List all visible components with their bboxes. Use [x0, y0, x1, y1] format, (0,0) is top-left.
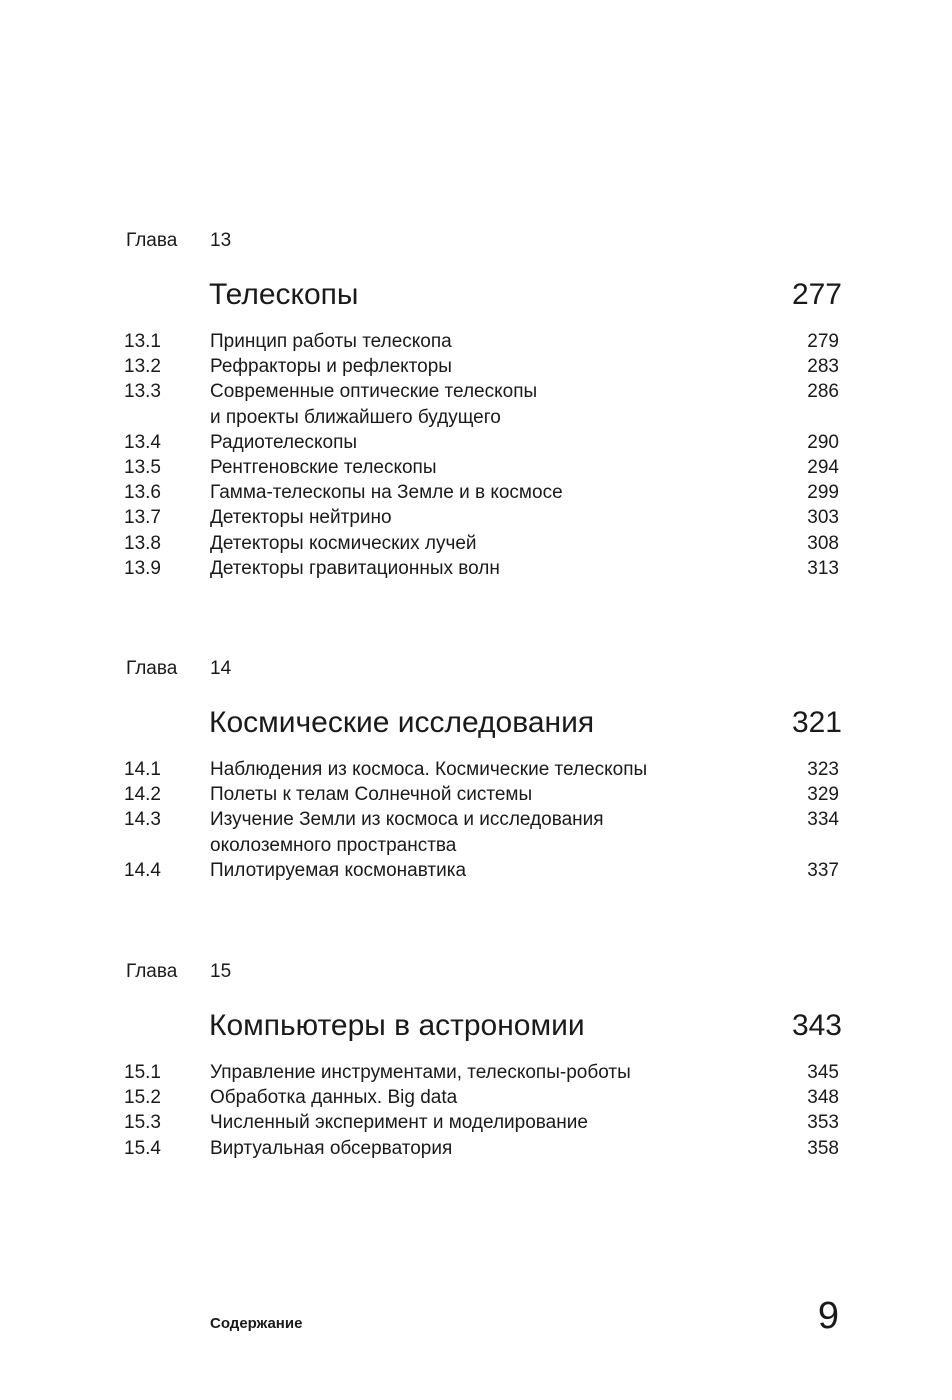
chapter-heading-label [0, 229, 952, 253]
chapter-heading-label [0, 657, 952, 681]
entry-page: 294 [807, 457, 839, 479]
chapter-title: Компьютеры в астрономии [209, 1009, 585, 1042]
entry-page: 290 [807, 431, 839, 453]
toc-entry [0, 782, 952, 807]
entry-number: 13.8 [124, 532, 161, 554]
chapter-page: 277 [791, 278, 842, 311]
chapter-14 [0, 657, 952, 883]
entry-number: 13.3 [124, 381, 161, 403]
entry-page: 353 [807, 1112, 839, 1134]
toc-entry [0, 480, 952, 505]
entry-title: Современные оптические телескопы и проекты ближайшего будущего [210, 381, 538, 428]
entry-number: 13.1 [124, 331, 161, 352]
toc-entry [0, 505, 952, 530]
chapter-number: 13 [210, 230, 232, 251]
entry-title: Детекторы космических лучей [210, 532, 477, 554]
chapter-page: 321 [791, 706, 842, 739]
entry-page: 337 [807, 859, 839, 881]
entry-title: Численный эксперимент и моделирование [210, 1112, 588, 1134]
toc-entry [0, 329, 952, 354]
toc-entries [0, 757, 952, 883]
entry-page: 323 [807, 759, 839, 780]
chapter-title-row [0, 275, 952, 315]
chapter-title: Космические исследования [209, 706, 595, 739]
entry-page: 334 [807, 809, 839, 831]
chapter-13 [0, 229, 952, 581]
entry-page: 358 [807, 1137, 839, 1159]
entry-number: 15.2 [124, 1087, 161, 1109]
entry-number: 15.1 [124, 1062, 161, 1083]
toc-entry [0, 1136, 952, 1161]
entry-page: 313 [807, 557, 839, 579]
running-footer-section: Содержание [210, 1315, 303, 1332]
entry-title: Детекторы гравитационных волн [210, 557, 500, 579]
entry-page: 303 [807, 507, 839, 529]
page-number: 9 [817, 1295, 839, 1337]
entry-page: 286 [807, 381, 839, 403]
entry-title: Управление инструментами, телескопы-роботы [210, 1062, 631, 1083]
chapter-number: 15 [210, 961, 232, 982]
chapter-word: Глава [126, 658, 178, 679]
entry-title: Детекторы нейтрино [210, 507, 392, 529]
entry-title: Обработка данных. Big data [210, 1087, 458, 1109]
entry-title: Радиотелескопы [210, 431, 358, 453]
toc-entries [0, 329, 952, 581]
chapter-number: 14 [210, 658, 232, 679]
entry-title: Гамма-телескопы на Земле и в космосе [210, 482, 563, 504]
entry-page: 299 [807, 482, 839, 504]
entry-number: 13.7 [124, 507, 161, 529]
entry-title: Рефракторы и рефлекторы [210, 356, 452, 378]
entry-title: Рентгеновские телескопы [210, 457, 437, 479]
entry-title: Принцип работы телескопа [210, 331, 452, 352]
chapter-title-row [0, 1006, 952, 1046]
entry-title: Полеты к телам Солнечной системы [210, 784, 533, 806]
chapter-page: 343 [791, 1009, 842, 1042]
entry-page: 345 [807, 1062, 839, 1083]
entry-number: 14.4 [124, 859, 161, 881]
entry-title: Виртуальная обсерватория [210, 1137, 453, 1159]
toc-entry [0, 1085, 952, 1110]
toc-entries [0, 1060, 952, 1161]
chapter-word: Глава [126, 230, 178, 251]
toc-entry [0, 1060, 952, 1085]
toc-entry [0, 354, 952, 379]
chapter-15 [0, 960, 952, 1161]
entry-page: 283 [807, 356, 839, 378]
toc-entry [0, 1110, 952, 1135]
entry-number: 13.4 [124, 431, 161, 453]
entry-title: Пилотируемая космонавтика [210, 859, 467, 881]
entry-number: 14.3 [124, 809, 161, 831]
entry-title: Изучение Земли из космоса и исследования околоземного пространства [210, 809, 604, 856]
entry-number: 13.2 [124, 356, 161, 378]
entry-title: Наблюдения из космоса. Космические телескопы [210, 759, 648, 780]
entry-number: 15.3 [124, 1112, 161, 1134]
entry-page: 329 [807, 784, 839, 806]
chapter-title: Телескопы [209, 278, 359, 311]
entry-number: 13.6 [124, 482, 161, 504]
toc-entry [0, 858, 952, 883]
chapter-heading-label [0, 960, 952, 984]
chapter-title-row [0, 703, 952, 743]
toc-entry [0, 531, 952, 556]
entry-number: 13.5 [124, 457, 161, 479]
toc-entry [0, 556, 952, 581]
toc-entry [0, 379, 952, 429]
entry-page: 308 [807, 532, 839, 554]
toc-entry [0, 455, 952, 480]
entry-number: 14.2 [124, 784, 161, 806]
entry-page: 279 [807, 331, 839, 352]
chapter-word: Глава [126, 961, 178, 982]
toc-entry [0, 430, 952, 455]
toc-entry [0, 807, 952, 857]
entry-number: 15.4 [124, 1137, 161, 1159]
entry-page: 348 [807, 1087, 839, 1109]
toc-entry [0, 757, 952, 782]
entry-number: 14.1 [124, 759, 161, 780]
entry-number: 13.9 [124, 557, 161, 579]
